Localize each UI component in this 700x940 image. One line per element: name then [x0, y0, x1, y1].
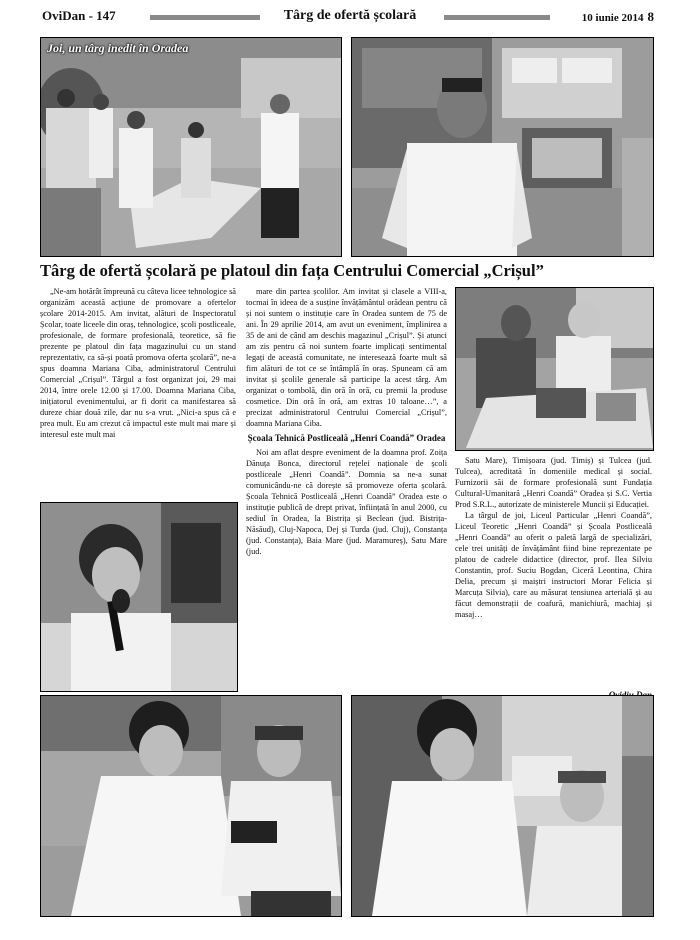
photo-blood-pressure-2: [351, 695, 654, 917]
article-column-1: [40, 286, 236, 496]
paragraph: Satu Mare), Timișoara (jud. Timiș) și Tulcea (jud. Tulcea), acreditată în domeniile medical și social. Furnizorii săi de formare profesională sunt Fundația Cultural-Umanitară „Henri Coandă” Oradea și S.C. Vertia Prod S.R.L., autorizate de ministerele Muncii și Educației.: [455, 456, 652, 509]
paragraph: Noi am aflat despre eveniment de la doamna prof. Zoița Dănuța Bonca, directorul rețelei naționale de școli postliceale „Henri Coandă”. Domnia sa ne-a sunat comunicându-ne că dorește să promoveze oferta școlară. Școala Tehnică Postliceală „Henri Coandă” Oradea este o instituție publică de drept privat, înființată în anul 2000, cu sediul în Oradea, la Bistrița și Beclean (jud. Bistrița-Năsăud), Cluj-Napoca, Dej și Turda (jud. Cluj), Constanța (jud. Constanța), Baia Mare (jud. Maramureș), Satu Mare (jud.: [246, 448, 447, 556]
photo-woman-microphone: [40, 502, 238, 692]
paragraph: „Ne-am hotărât împreună cu câteva licee tehnologice să organizăm această acțiune de promovare a ofertelor școlare 2014-2015. Am invitat, alături de Inspectoratul Școlar, toate liceele din oraș, tehnologice, școli postliceale, profesionale, de formare profesională, teoretice, să fie prezente pe platoul din fața magazinului cu un stand reprezentativ, ca să-și poată promova oferta școlară”, ne-a spus doamna Mariana Ciba, administratorul Centrului Comercial „Crișul”. Târgul a fost organizat joi, 29 mai 2014, între orele 12.00 și 17.00. Doamna Mariana Ciba, inițiatorul evenimentului, ar fi dorit ca manifestarea să dureze chiar două zile, dar nu s-a vrut. „Nici-a spus că e prea mult. Eu am crezut că impactul este mult mai mare și interesul este mult mai: [40, 287, 236, 439]
header-rule-right: [444, 15, 550, 20]
photo-blood-pressure-1: [40, 695, 342, 917]
article-subheading: Școala Tehnică Postliceală „Henri Coandă” Oradea: [247, 433, 446, 443]
article-column-3: [455, 455, 652, 685]
page-header: [0, 0, 700, 28]
paragraph: mare din partea școlilor. Am invitat și clasele a VIII-a, tocmai în ideea de a susține învățământul orădean pentru că și noi suntem o instituție care în Oradea suntem de 75 de ani. În 29 aprilie 2014, am avut un eveniment, împlinirea a 35 de ani de când am deschis magazinul „Crișul”. Și atunci am zis pentru că noi suntem foarte implicați sentimental legați de această comunitate, ne interesează foarte mult să fim alături de tot ce se întâmplă în oraș. Spuneam că am invitat și școlile generale să participe la acest târg. Am organizat o tombolă, din oră în oră, cu premii la produse cosmetice. Din oră în oră, am extras 10 taloane…”, a precizat administratorul Centrului Comercial „Crișul”, doamna Mariana Ciba.: [246, 287, 447, 428]
photo-fair-stand: [40, 37, 342, 257]
page-number: 8: [647, 9, 654, 24]
page-date: 10 iunie 2014 8: [581, 9, 654, 24]
section-title: Târg de ofertă școlară: [283, 8, 417, 23]
article-headline: Târg de ofertă școlară pe platoul din fața Centrului Comercial „Crișul”: [40, 261, 544, 280]
article-column-2: [246, 286, 447, 688]
photo-stand-women: [455, 287, 654, 451]
photo-man-portrait: [351, 37, 654, 257]
photo-caption: Joi, un târg inedit în Oradea: [47, 41, 189, 55]
paragraph: La târgul de joi, Liceul Particular „Henri Coandă”, Liceul Teoretic „Henri Coandă” și Școala Postliceală „Henri Coandă” au oferit o paletă largă de specializări, cele trei unități de învățământ fiind bine reprezentate pe platou de cadrele didactice (director, prof. Ilea Silviu Constantin, prof. Suciu Bogdan, Ciceră Leontina, Chira Delia, precum și maiștri instructori Morar Felicia și Marcuța Silvia), care au măsurat tensiunea arterială și au făcut demonstrații de coafură, manichiură, machiaj și masaj…: [455, 511, 652, 619]
issue-label: OviDan - 147: [42, 8, 116, 23]
